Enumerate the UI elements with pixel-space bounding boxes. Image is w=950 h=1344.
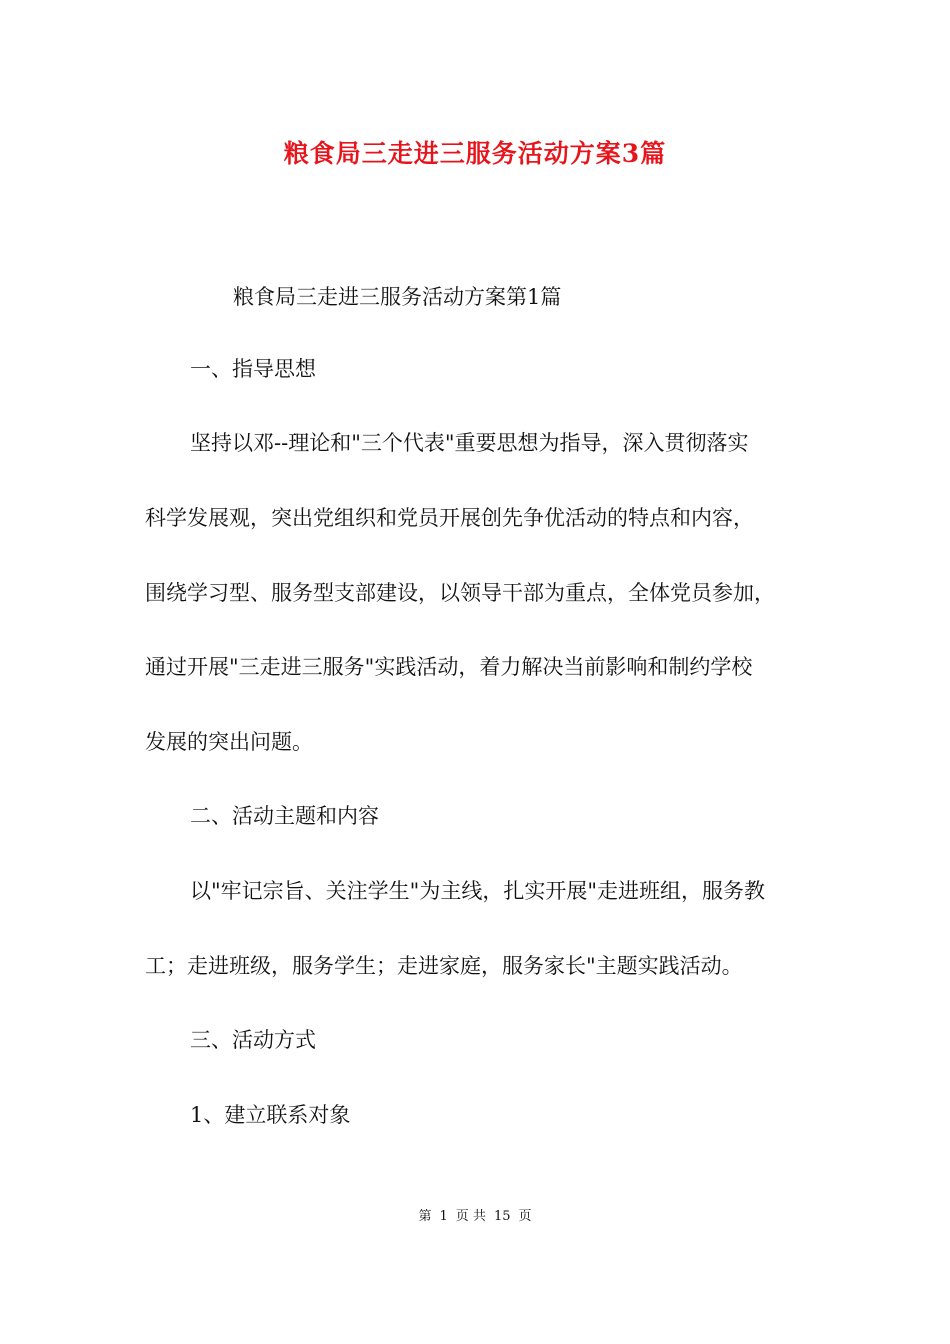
page-footer [0,1208,950,1226]
section-subtitle: 粮食局三走进三服务活动方案第1篇 [233,285,562,309]
total-pages-number: 15 [493,1209,511,1224]
paragraph-line: 坚持以邓--理论和"三个代表"重要思想为指导，深入贯彻落实 [190,431,749,455]
heading-theme-content: 二、活动主题和内容 [190,804,379,828]
paragraph-line: 通过开展"三走进三服务"实践活动，着力解决当前影响和制约学校 [145,655,753,679]
paragraph-line: 工；走进班级，服务学生；走进家庭，服务家长"主题实践活动。 [145,954,743,978]
heading-activity-method: 三、活动方式 [190,1028,316,1052]
current-page-number: 1 [439,1209,448,1224]
list-item: 1、建立联系对象 [190,1103,351,1127]
heading-guiding-ideology: 一、指导思想 [190,357,316,381]
footer-suffix: 页 [518,1209,532,1224]
paragraph-line: 发展的突出问题。 [145,730,313,754]
footer-prefix: 第 [418,1209,432,1224]
footer-middle: 页 共 [455,1209,486,1224]
paragraph-line: 以"牢记宗旨、关注学生"为主线，扎实开展"走进班组，服务教 [190,879,765,903]
paragraph-line: 科学发展观，突出党组织和党员开展创先争优活动的特点和内容， [145,506,754,530]
document-title: 粮食局三走进三服务活动方案3篇 [283,139,667,168]
paragraph-line: 围绕学习型、服务型支部建设，以领导干部为重点，全体党员参加， [145,581,775,605]
